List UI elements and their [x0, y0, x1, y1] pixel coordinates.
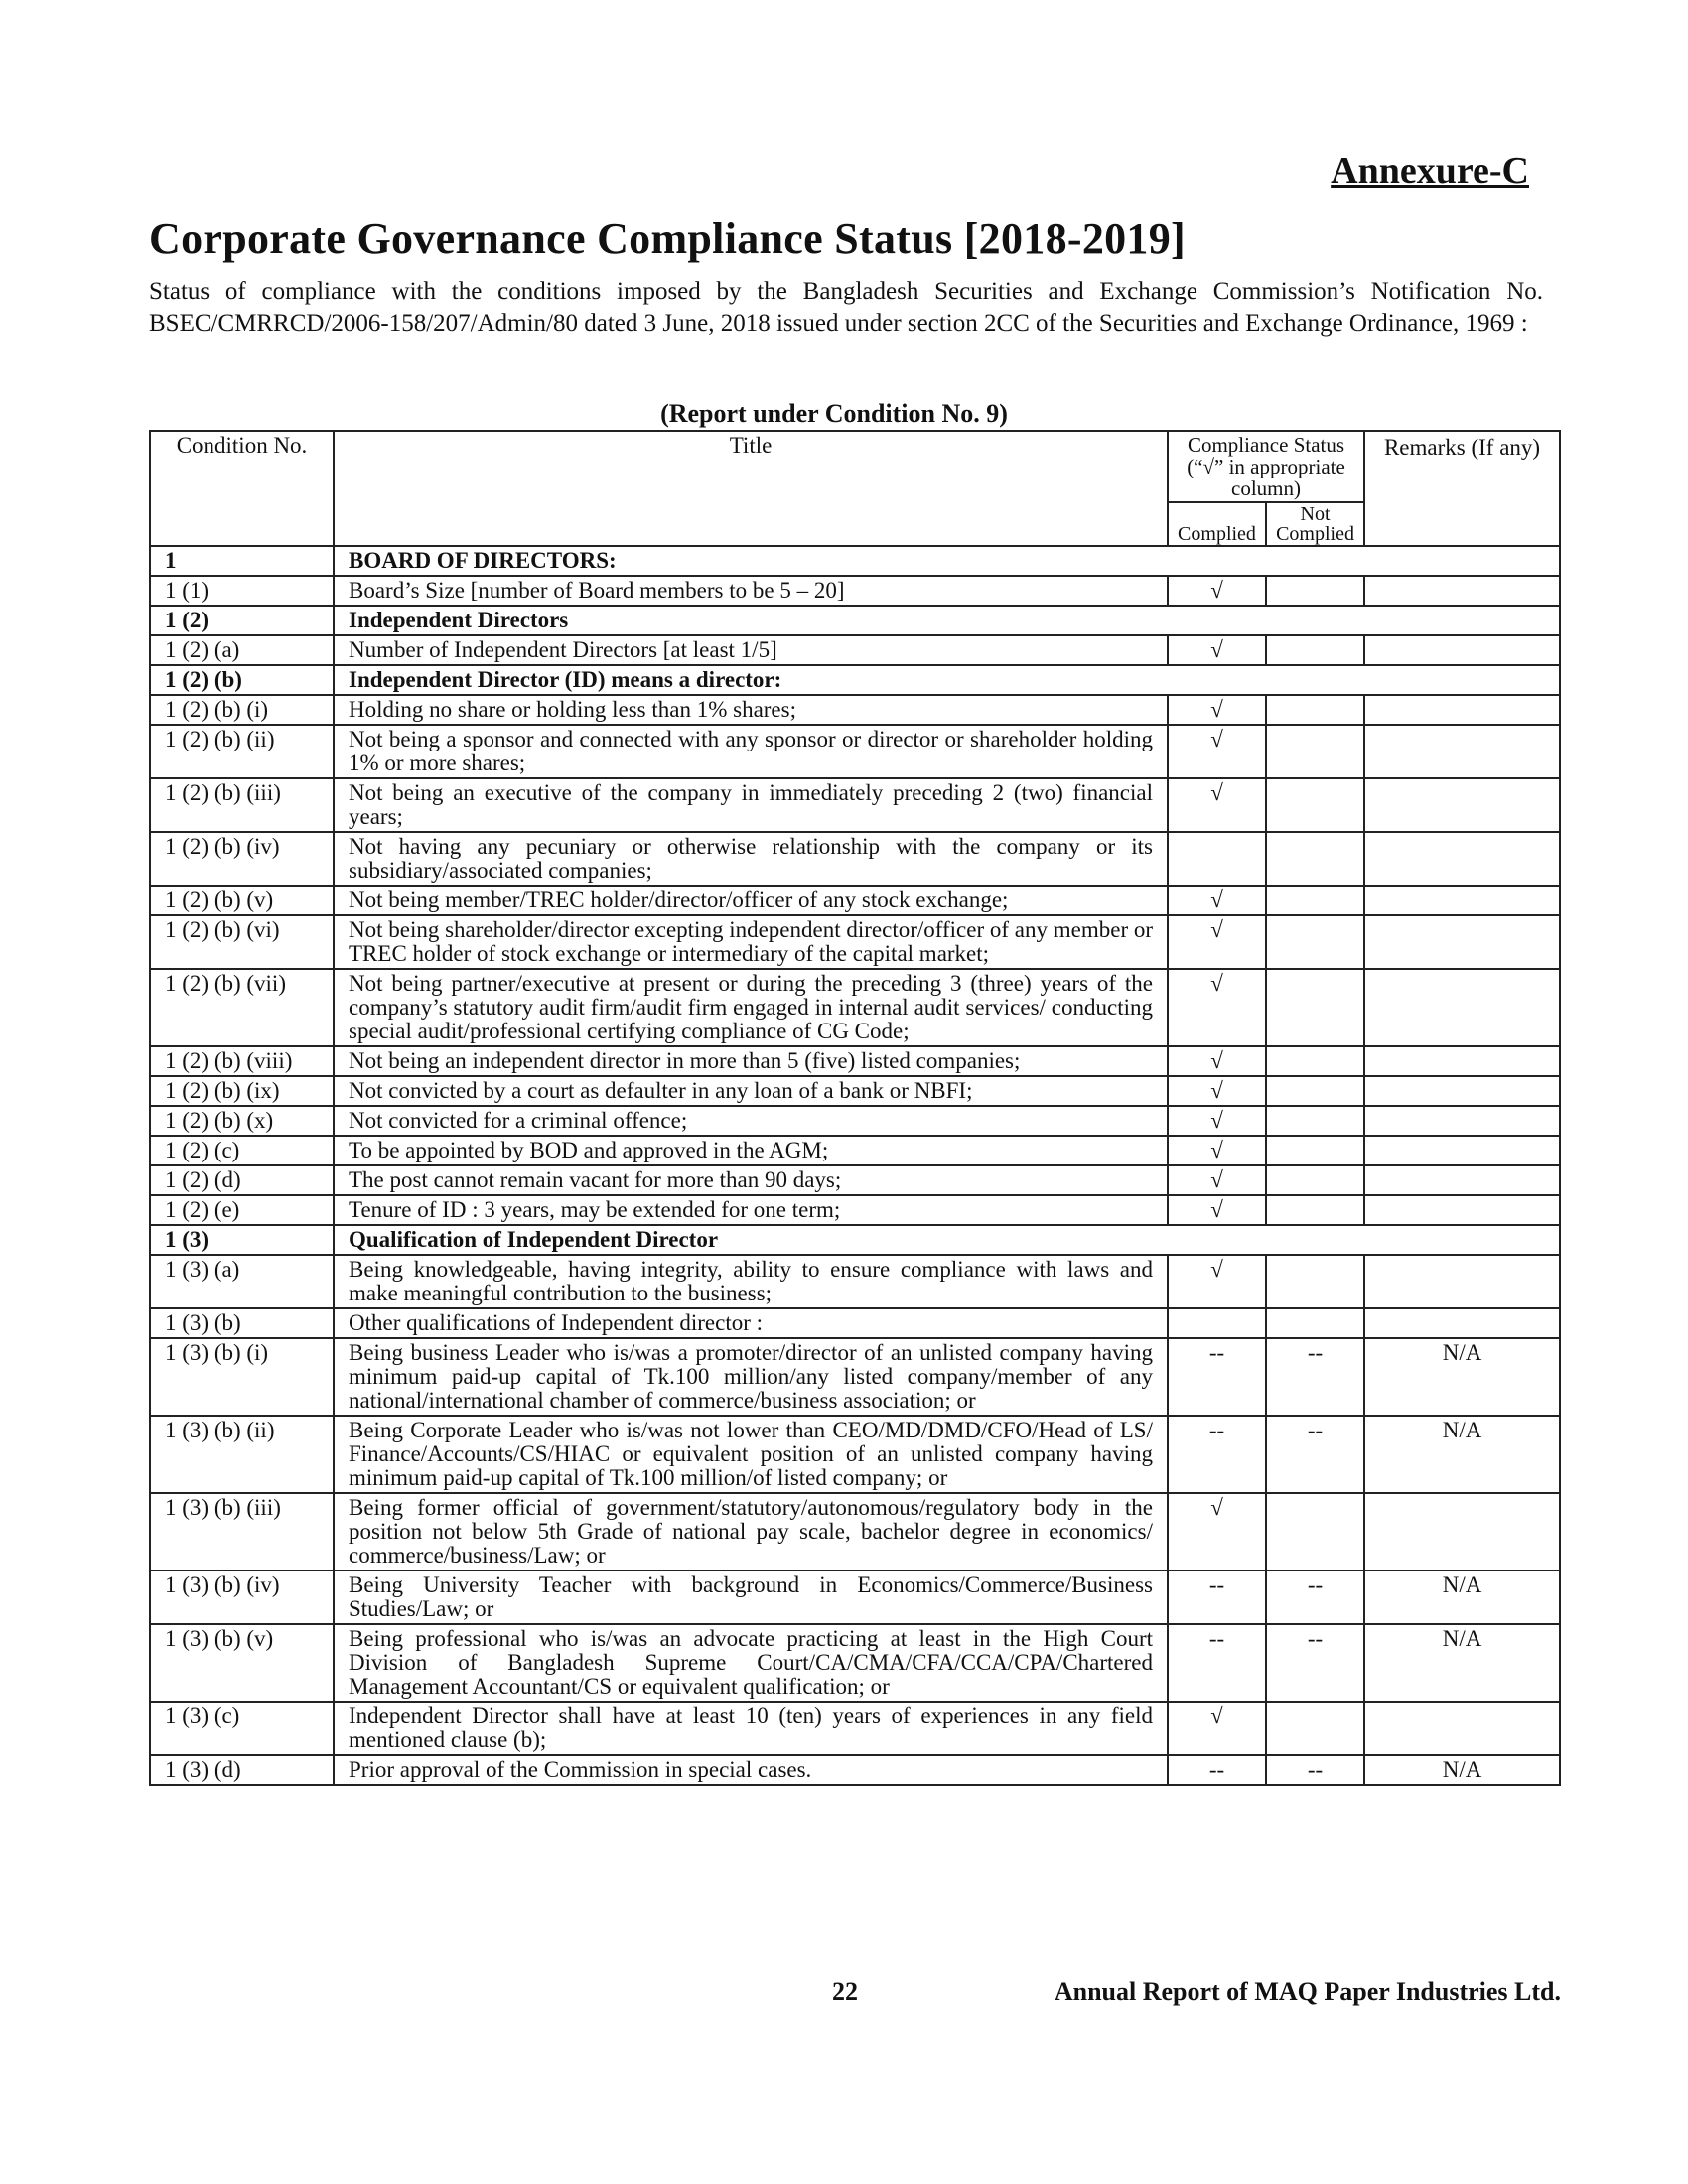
condition-title: Prior approval of the Commission in special cases. [334, 1755, 1168, 1785]
not-complied-cell [1266, 1076, 1364, 1106]
complied-cell: -- [1168, 1755, 1266, 1785]
condition-no: 1 (2) (c) [150, 1136, 334, 1165]
complied-cell: √ [1168, 1702, 1266, 1755]
table-row [150, 969, 1560, 1046]
condition-no: 1 (2) (b) (v) [150, 886, 334, 915]
table-row [150, 1046, 1560, 1076]
condition-title: Being professional who is/was an advocate practicing at least in the High Court Division of Bangladesh Supreme Court/CA/CMA/CFA/CCA/CPA/Chartered Management Accountant/CS or equivalent qualification; or [334, 1624, 1168, 1702]
condition-title: Not being shareholder/director excepting independent director/officer of any member or TREC holder of stock exchange or intermediary of the capital market; [334, 915, 1168, 969]
condition-no: 1 [150, 546, 334, 576]
complied-cell: -- [1168, 1338, 1266, 1416]
not-complied-cell [1266, 1195, 1364, 1225]
condition-no: 1 (2) (b) (viii) [150, 1046, 334, 1076]
table-body [150, 546, 1560, 1785]
condition-title: The post cannot remain vacant for more than 90 days; [334, 1165, 1168, 1195]
table-row [150, 778, 1560, 832]
table-row [150, 635, 1560, 665]
report-heading: (Report under Condition No. 9) [660, 399, 1008, 428]
condition-no: 1 (2) (b) (ix) [150, 1076, 334, 1106]
not-complied-cell: -- [1266, 1755, 1364, 1785]
not-complied-cell [1266, 1106, 1364, 1136]
complied-cell: √ [1168, 1255, 1266, 1308]
not-complied-cell: -- [1266, 1416, 1364, 1493]
complied-cell: √ [1168, 1136, 1266, 1165]
remarks-cell [1364, 1308, 1560, 1338]
remarks-cell [1364, 635, 1560, 665]
remarks-cell [1364, 695, 1560, 725]
complied-cell: √ [1168, 915, 1266, 969]
table-row [150, 1702, 1560, 1755]
table-row [150, 606, 1560, 635]
remarks-cell: N/A [1364, 1624, 1560, 1702]
table-row [150, 915, 1560, 969]
remarks-cell [1364, 1046, 1560, 1076]
complied-cell: √ [1168, 1165, 1266, 1195]
table-row [150, 1755, 1560, 1785]
complied-cell: √ [1168, 969, 1266, 1046]
condition-title: Being business Leader who is/was a promoter/director of an unlisted company having minimum paid-up capital of Tk.100 million/any listed company/member of any national/international chamber of commerce/business association; or [334, 1338, 1168, 1416]
condition-title: Not being partner/executive at present or during the preceding 3 (three) years of the company’s statutory audit firm/audit firm engaged in internal audit services/ conducting special audit/professional certifying compliance of CG Code; [334, 969, 1168, 1046]
remarks-cell: N/A [1364, 1570, 1560, 1624]
remarks-cell [1364, 832, 1560, 886]
condition-title: Independent Director shall have at least 10 (ten) years of experiences in any field mentioned clause (b); [334, 1702, 1168, 1755]
remarks-cell [1364, 725, 1560, 778]
condition-title: Being former official of government/statutory/autonomous/regulatory body in the position not below 5th Grade of national pay scale, bachelor degree in economics/ commerce/business/Law; or [334, 1493, 1168, 1570]
condition-title: Holding no share or holding less than 1% shares; [334, 695, 1168, 725]
remarks-cell [1364, 915, 1560, 969]
table-row [150, 832, 1560, 886]
remarks-cell: N/A [1364, 1755, 1560, 1785]
complied-cell [1168, 1308, 1266, 1338]
condition-no: 1 (2) (a) [150, 635, 334, 665]
section-title: Independent Directors [334, 606, 1560, 635]
condition-title: Number of Independent Directors [at least 1/5] [334, 635, 1168, 665]
table-row [150, 886, 1560, 915]
table-row [150, 665, 1560, 695]
condition-title: To be appointed by BOD and approved in the AGM; [334, 1136, 1168, 1165]
complied-cell: -- [1168, 1416, 1266, 1493]
condition-no: 1 (2) (b) [150, 665, 334, 695]
table-row [150, 1255, 1560, 1308]
table-row [150, 1416, 1560, 1493]
not-complied-cell: -- [1266, 1570, 1364, 1624]
table-row [150, 1570, 1560, 1624]
table-row [150, 546, 1560, 576]
not-complied-cell [1266, 778, 1364, 832]
condition-title: Other qualifications of Independent director : [334, 1308, 1168, 1338]
condition-title: Not being an executive of the company in immediately preceding 2 (two) financial years; [334, 778, 1168, 832]
header-remarks: Remarks (If any) [1364, 431, 1560, 546]
condition-no: 1 (2) (b) (iv) [150, 832, 334, 886]
table-row [150, 725, 1560, 778]
table-row [150, 576, 1560, 606]
table-row [150, 1076, 1560, 1106]
complied-cell: √ [1168, 1076, 1266, 1106]
condition-title: Not being a sponsor and connected with any sponsor or director or shareholder holding 1% or more shares; [334, 725, 1168, 778]
complied-cell [1168, 832, 1266, 886]
complied-cell: √ [1168, 1195, 1266, 1225]
condition-title: Tenure of ID : 3 years, may be extended for one term; [334, 1195, 1168, 1225]
remarks-cell: N/A [1364, 1416, 1560, 1493]
condition-title: Being knowledgeable, having integrity, ability to ensure compliance with laws and make meaningful contribution to the business; [334, 1255, 1168, 1308]
header-title: Title [334, 431, 1168, 546]
condition-no: 1 (2) [150, 606, 334, 635]
table-row [150, 1225, 1560, 1255]
not-complied-cell [1266, 1136, 1364, 1165]
condition-no: 1 (3) [150, 1225, 334, 1255]
condition-title: Not being member/TREC holder/director/officer of any stock exchange; [334, 886, 1168, 915]
not-complied-cell [1266, 576, 1364, 606]
complied-cell: √ [1168, 1493, 1266, 1570]
remarks-cell [1364, 1106, 1560, 1136]
condition-no: 1 (2) (b) (vii) [150, 969, 334, 1046]
complied-cell: -- [1168, 1570, 1266, 1624]
table-row [150, 1106, 1560, 1136]
compliance-table [149, 430, 1561, 1786]
condition-no: 1 (3) (b) (iv) [150, 1570, 334, 1624]
condition-no: 1 (3) (b) (i) [150, 1338, 334, 1416]
condition-no: 1 (3) (b) (iii) [150, 1493, 334, 1570]
page-number: 22 [832, 1978, 858, 2006]
condition-no: 1 (2) (b) (x) [150, 1106, 334, 1136]
condition-title: Being University Teacher with background in Economics/Commerce/Business Studies/Law; or [334, 1570, 1168, 1624]
not-complied-cell [1266, 1046, 1364, 1076]
remarks-cell [1364, 969, 1560, 1046]
remarks-cell [1364, 1076, 1560, 1106]
not-complied-cell [1266, 1165, 1364, 1195]
condition-no: 1 (3) (b) [150, 1308, 334, 1338]
remarks-cell [1364, 1702, 1560, 1755]
complied-cell: √ [1168, 1106, 1266, 1136]
remarks-cell: N/A [1364, 1338, 1560, 1416]
condition-no: 1 (2) (b) (iii) [150, 778, 334, 832]
condition-no: 1 (3) (b) (v) [150, 1624, 334, 1702]
condition-title: Board’s Size [number of Board members to be 5 – 20] [334, 576, 1168, 606]
complied-cell: √ [1168, 635, 1266, 665]
not-complied-cell [1266, 915, 1364, 969]
complied-cell: √ [1168, 695, 1266, 725]
annexure-label: Annexure-C [1331, 150, 1529, 192]
condition-title: Not convicted for a criminal offence; [334, 1106, 1168, 1136]
table-row [150, 1136, 1560, 1165]
table-row [150, 1338, 1560, 1416]
complied-cell: -- [1168, 1624, 1266, 1702]
header-condition-no: Condition No. [150, 431, 334, 546]
footer-company: Annual Report of MAQ Paper Industries Ltd. [1054, 1978, 1561, 2006]
page-title: Corporate Governance Compliance Status [2018-2019] [149, 214, 1186, 263]
condition-title: Being Corporate Leader who is/was not lower than CEO/MD/DMD/CFO/Head of LS/ Finance/Accounts/CS/HIAC or equivalent position of an unlisted company having minimum paid-up capital of Tk.100 million/of listed company; or [334, 1416, 1168, 1493]
not-complied-cell [1266, 695, 1364, 725]
complied-cell: √ [1168, 778, 1266, 832]
section-title: Qualification of Independent Director [334, 1225, 1560, 1255]
condition-no: 1 (3) (b) (ii) [150, 1416, 334, 1493]
complied-cell: √ [1168, 725, 1266, 778]
not-complied-cell [1266, 1493, 1364, 1570]
condition-title: Not being an independent director in more than 5 (five) listed companies; [334, 1046, 1168, 1076]
section-title: BOARD OF DIRECTORS: [334, 546, 1560, 576]
complied-cell: √ [1168, 576, 1266, 606]
header-compliance-status: Compliance Status (“√” in appropriate column) [1168, 431, 1364, 502]
remarks-cell [1364, 1136, 1560, 1165]
remarks-cell [1364, 1255, 1560, 1308]
condition-title: Not convicted by a court as defaulter in any loan of a bank or NBFI; [334, 1076, 1168, 1106]
condition-no: 1 (3) (d) [150, 1755, 334, 1785]
condition-no: 1 (2) (b) (vi) [150, 915, 334, 969]
not-complied-cell [1266, 1255, 1364, 1308]
remarks-cell [1364, 1195, 1560, 1225]
condition-no: 1 (1) [150, 576, 334, 606]
table-row [150, 1195, 1560, 1225]
table-row [150, 1493, 1560, 1570]
remarks-cell [1364, 886, 1560, 915]
not-complied-cell: -- [1266, 1624, 1364, 1702]
not-complied-cell [1266, 725, 1364, 778]
section-title: Independent Director (ID) means a director: [334, 665, 1560, 695]
header-not-complied: Not Complied [1266, 502, 1364, 546]
condition-no: 1 (3) (a) [150, 1255, 334, 1308]
not-complied-cell: -- [1266, 1338, 1364, 1416]
complied-cell: √ [1168, 1046, 1266, 1076]
condition-no: 1 (2) (d) [150, 1165, 334, 1195]
not-complied-cell [1266, 635, 1364, 665]
condition-title: Not having any pecuniary or otherwise relationship with the company or its subsidiary/associated companies; [334, 832, 1168, 886]
not-complied-cell [1266, 886, 1364, 915]
condition-no: 1 (2) (b) (ii) [150, 725, 334, 778]
remarks-cell [1364, 1493, 1560, 1570]
not-complied-cell [1266, 1702, 1364, 1755]
condition-no: 1 (2) (b) (i) [150, 695, 334, 725]
remarks-cell [1364, 778, 1560, 832]
complied-cell: √ [1168, 886, 1266, 915]
not-complied-cell [1266, 1308, 1364, 1338]
table-row [150, 695, 1560, 725]
not-complied-cell [1266, 969, 1364, 1046]
table-row [150, 1165, 1560, 1195]
table-row [150, 1624, 1560, 1702]
table-row [150, 1308, 1560, 1338]
remarks-cell [1364, 1165, 1560, 1195]
remarks-cell [1364, 576, 1560, 606]
intro-paragraph: Status of compliance with the conditions imposed by the Bangladesh Securities and Exchange Commission’s Notification No. BSEC/CMRRCD/2006-158/207/Admin/80 dated 3 June, 2018 issued under section 2CC of the Securities and Exchange Ordinance, 1969 : [149, 278, 1543, 337]
not-complied-cell [1266, 832, 1364, 886]
condition-no: 1 (3) (c) [150, 1702, 334, 1755]
condition-no: 1 (2) (e) [150, 1195, 334, 1225]
header-complied: Complied [1168, 502, 1266, 546]
